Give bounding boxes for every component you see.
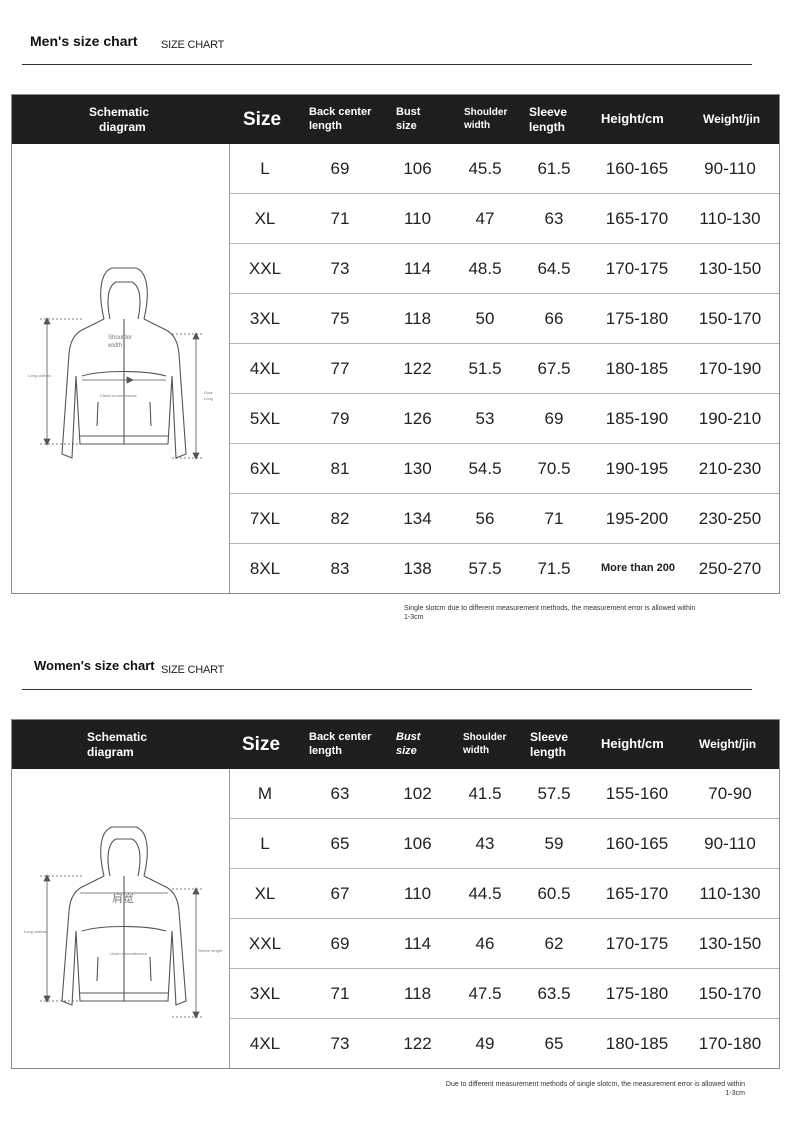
cell-weight: 210-230: [698, 458, 762, 478]
cell-shoulder: 48.5: [468, 258, 502, 278]
header-schematic-line1: Schematic: [87, 729, 148, 744]
header-bust-size: [396, 720, 420, 769]
women-jacket-illustration: [12, 769, 229, 1068]
diagram-chest-label: Chest circumference: [100, 393, 137, 398]
cell-height: 160-165: [605, 833, 669, 853]
cell-height: 175-180: [605, 308, 669, 328]
cell-weight: 250-270: [698, 558, 762, 578]
header-sleeve-line1: Sleeve: [529, 104, 568, 119]
cell-height: 195-200: [605, 508, 669, 528]
cell-bust: 134: [403, 508, 432, 528]
header-back-center-length: [309, 720, 371, 769]
header-shoulder-line2: width: [464, 119, 491, 131]
header-back-center-length: [309, 95, 371, 144]
header-size: Size: [242, 733, 281, 755]
header-bust-line1: Bust: [396, 730, 421, 743]
header-sleeve-length: [530, 720, 568, 769]
cell-size: XXL: [248, 258, 282, 278]
cell-height: 155-160: [605, 783, 669, 803]
diagram-sleeve-label-2: Long: [204, 396, 213, 401]
header-bust-line2: size: [396, 119, 417, 132]
diagram-chest-label: Under circumference: [110, 951, 148, 956]
header-schematic: [89, 95, 199, 144]
header-sleeve-line2: length: [530, 744, 566, 759]
cell-shoulder: 43: [475, 833, 495, 853]
cell-back: 71: [330, 983, 350, 1003]
cell-weight: 130-150: [698, 933, 762, 953]
cell-height: 165-170: [605, 208, 669, 228]
cell-back: 82: [330, 508, 350, 528]
men-jacket-illustration: [12, 144, 229, 593]
diagram-shoulder-label-2: width: [108, 343, 123, 349]
header-shoulder-line2: width: [463, 744, 490, 756]
cell-back: 75: [330, 308, 350, 328]
table-row: [230, 444, 779, 494]
women-table-header: [12, 720, 779, 769]
header-size: Size: [243, 108, 282, 130]
cell-height: 180-185: [605, 1033, 669, 1053]
men-title-divider: [22, 64, 752, 65]
cell-size: XL: [254, 208, 276, 228]
cell-height: 175-180: [605, 983, 669, 1003]
cell-back: 65: [330, 833, 350, 853]
table-row: [230, 194, 779, 244]
cell-height: 170-175: [605, 258, 669, 278]
men-note-line1: Single slotcm due to different measurement methods, the measurement error is allowed within: [404, 605, 696, 612]
header-height: Height/cm: [601, 111, 664, 127]
cell-weight: 90-110: [704, 833, 756, 853]
men-schematic-diagram: [12, 144, 230, 593]
diagram-length-label: Long clothes: [24, 929, 47, 934]
cell-back: 83: [330, 558, 350, 578]
cell-shoulder: 49: [475, 1033, 495, 1053]
header-schematic-line2: diagram: [99, 119, 146, 134]
cell-size: XL: [254, 883, 276, 903]
men-table-header: [12, 95, 779, 144]
women-note-line2: 1-3cm: [725, 1090, 745, 1098]
cell-shoulder: 56: [475, 508, 495, 528]
women-title-divider: [22, 689, 752, 690]
cell-size: M: [257, 783, 273, 803]
cell-sleeve: 69: [544, 408, 564, 428]
diagram-length-label: Long clothes: [28, 373, 51, 378]
cell-shoulder: 50: [475, 308, 495, 328]
header-schematic-line2: diagram: [87, 744, 134, 759]
cell-weight: 110-130: [699, 883, 761, 903]
table-row: [230, 869, 779, 919]
diagram-shoulder-label-1: Shoulder: [108, 335, 133, 341]
cell-bust: 110: [403, 208, 432, 228]
cell-back: 73: [330, 258, 350, 278]
table-row: [230, 244, 779, 294]
cell-sleeve: 65: [544, 1033, 564, 1053]
cell-back: 73: [330, 1033, 350, 1053]
table-row: [230, 969, 779, 1019]
header-back-line2: length: [309, 119, 342, 132]
header-bust-size: [396, 95, 420, 144]
cell-size: XXL: [248, 933, 282, 953]
cell-sleeve: 63: [544, 208, 564, 228]
cell-size: L: [260, 158, 270, 178]
table-row: [230, 544, 779, 593]
cell-sleeve: 71: [544, 508, 564, 528]
cell-bust: 102: [403, 783, 432, 803]
cell-shoulder: 53: [475, 408, 495, 428]
cell-weight: 150-170: [698, 983, 762, 1003]
cell-shoulder: 51.5: [468, 358, 502, 378]
header-bust-line2: size: [396, 744, 417, 757]
cell-bust: 138: [403, 558, 432, 578]
cell-weight: 170-180: [698, 1033, 762, 1053]
cell-sleeve: 66: [544, 308, 564, 328]
cell-sleeve: 71.5: [537, 558, 571, 578]
header-sleeve-line2: length: [529, 119, 565, 134]
cell-back: 79: [330, 408, 350, 428]
cell-size: 8XL: [249, 558, 281, 578]
cell-shoulder: 45.5: [468, 158, 502, 178]
cell-shoulder: 57.5: [468, 558, 502, 578]
women-section-title: Women's size chart: [34, 658, 155, 673]
cell-sleeve: 60.5: [537, 883, 571, 903]
cell-weight: 170-190: [698, 358, 762, 378]
table-row: [230, 1019, 779, 1068]
cell-height: 160-165: [605, 158, 669, 178]
cell-bust: 126: [403, 408, 432, 428]
cell-sleeve: 63.5: [537, 983, 571, 1003]
table-row: [230, 394, 779, 444]
cell-shoulder: 54.5: [468, 458, 502, 478]
women-schematic-diagram: [12, 769, 230, 1068]
cell-weight: 230-250: [698, 508, 762, 528]
cell-bust: 114: [403, 258, 432, 278]
men-section-subtitle: SIZE CHART: [161, 39, 225, 51]
diagram-shoulder-label: 肩宽: [112, 893, 134, 905]
cell-bust: 106: [403, 833, 432, 853]
cell-size: 7XL: [249, 508, 281, 528]
cell-height: 165-170: [605, 883, 669, 903]
cell-bust: 118: [403, 308, 432, 328]
cell-sleeve: 70.5: [537, 458, 571, 478]
cell-bust: 110: [403, 883, 432, 903]
diagram-sleeve-label-1: Goal: [204, 390, 213, 395]
cell-sleeve: 64.5: [537, 258, 571, 278]
men-section-title: Men's size chart: [30, 33, 138, 49]
header-shoulder-width: [463, 720, 506, 769]
cell-sleeve: 57.5: [537, 783, 571, 803]
cell-back: 67: [330, 883, 350, 903]
cell-sleeve: 61.5: [537, 158, 571, 178]
cell-height: More than 200: [601, 561, 675, 574]
men-note-line2: 1-3cm: [404, 614, 424, 622]
cell-sleeve: 59: [544, 833, 564, 853]
cell-back: 63: [330, 783, 350, 803]
header-sleeve-line1: Sleeve: [530, 729, 569, 744]
header-shoulder-line1: Shoulder: [463, 732, 507, 743]
table-row: [230, 819, 779, 869]
cell-size: 3XL: [249, 983, 281, 1003]
cell-weight: 130-150: [698, 258, 762, 278]
header-back-line1: Back center: [309, 105, 372, 118]
header-weight: Weight/jin: [703, 112, 761, 126]
cell-size: 4XL: [249, 358, 281, 378]
women-measurement-note: [410, 1080, 745, 1098]
cell-weight: 190-210: [698, 408, 762, 428]
cell-shoulder: 46: [475, 933, 495, 953]
men-measurement-note: [404, 604, 744, 622]
header-schematic: [87, 720, 147, 769]
cell-weight: 150-170: [698, 308, 762, 328]
cell-height: 185-190: [605, 408, 669, 428]
cell-shoulder: 41.5: [468, 783, 502, 803]
diagram-sleeve-label: Sleeve length: [198, 948, 223, 953]
header-shoulder-width: [464, 95, 507, 144]
header-bust-line1: Bust: [396, 105, 421, 118]
women-table-body: [230, 769, 779, 1069]
header-height: Height/cm: [601, 736, 664, 752]
cell-sleeve: 62: [544, 933, 564, 953]
header-back-line1: Back center: [309, 730, 372, 743]
table-row: [230, 919, 779, 969]
cell-bust: 118: [403, 983, 432, 1003]
cell-bust: 114: [403, 933, 432, 953]
cell-size: 3XL: [249, 308, 281, 328]
cell-bust: 130: [403, 458, 432, 478]
cell-size: 5XL: [249, 408, 281, 428]
women-note-line1: Due to different measurement methods of single slotcm, the measurement error is allowed within: [445, 1081, 745, 1088]
women-section-subtitle: SIZE CHART: [161, 664, 225, 676]
cell-height: 180-185: [605, 358, 669, 378]
header-sleeve-length: [529, 95, 567, 144]
table-row: [230, 769, 779, 819]
header-schematic-line1: Schematic: [89, 104, 150, 119]
cell-back: 69: [330, 933, 350, 953]
cell-bust: 122: [403, 1033, 432, 1053]
header-shoulder-line1: Shoulder: [464, 107, 508, 118]
cell-shoulder: 47.5: [468, 983, 502, 1003]
men-size-table: [11, 94, 780, 594]
header-weight: Weight/jin: [699, 737, 757, 751]
table-row: [230, 144, 779, 194]
cell-bust: 106: [403, 158, 432, 178]
cell-back: 81: [330, 458, 350, 478]
cell-size: 4XL: [249, 1033, 281, 1053]
cell-shoulder: 44.5: [468, 883, 502, 903]
women-size-table: [11, 719, 780, 1069]
cell-shoulder: 47: [475, 208, 495, 228]
cell-back: 71: [330, 208, 350, 228]
cell-bust: 122: [403, 358, 432, 378]
table-row: [230, 294, 779, 344]
cell-height: 190-195: [605, 458, 669, 478]
table-row: [230, 494, 779, 544]
men-table-body: [230, 144, 779, 594]
cell-size: 6XL: [249, 458, 281, 478]
cell-back: 77: [330, 358, 350, 378]
cell-weight: 70-90: [708, 783, 752, 803]
table-row: [230, 344, 779, 394]
cell-back: 69: [330, 158, 350, 178]
cell-weight: 90-110: [704, 158, 756, 178]
cell-sleeve: 67.5: [537, 358, 571, 378]
cell-height: 170-175: [605, 933, 669, 953]
cell-weight: 110-130: [699, 208, 761, 228]
cell-size: L: [260, 833, 270, 853]
header-back-line2: length: [309, 744, 342, 757]
